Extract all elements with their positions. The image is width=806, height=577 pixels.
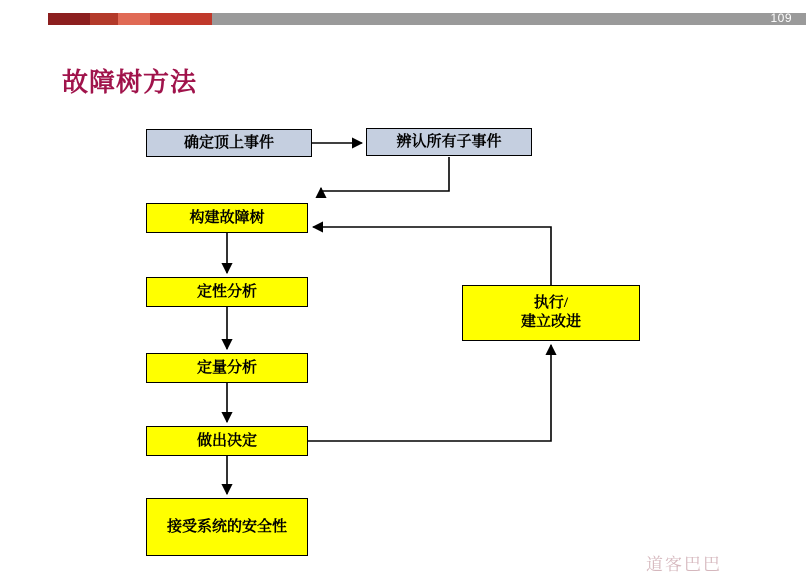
node-execute-improve-line1: 执行/ <box>533 295 569 312</box>
node-make-decision[interactable]: 做出决定 <box>146 426 308 456</box>
edge-dec-to-exec <box>308 345 551 441</box>
node-identify-sub-events[interactable]: 辨认所有子事件 <box>366 128 532 156</box>
node-qualitative-analysis[interactable]: 定性分析 <box>146 277 308 307</box>
node-execute-improve[interactable] <box>462 285 640 341</box>
node-determine-top-event[interactable]: 确定顶上事件 <box>146 129 312 157</box>
node-build-fault-tree[interactable]: 构建故障树 <box>146 203 308 233</box>
node-execute-improve-line2: 建立改进 <box>520 314 581 330</box>
page-title: 故障树方法 <box>62 68 198 97</box>
slide-number: 109 <box>770 11 792 25</box>
edge-exec-to-build <box>313 227 551 285</box>
watermark-text: 道客巴巴 <box>646 555 722 574</box>
node-accept-system-safety[interactable]: 接受系统的安全性 <box>146 498 308 556</box>
node-quantitative-analysis[interactable]: 定量分析 <box>146 353 308 383</box>
edge-sub-to-build-elbow <box>321 157 449 191</box>
